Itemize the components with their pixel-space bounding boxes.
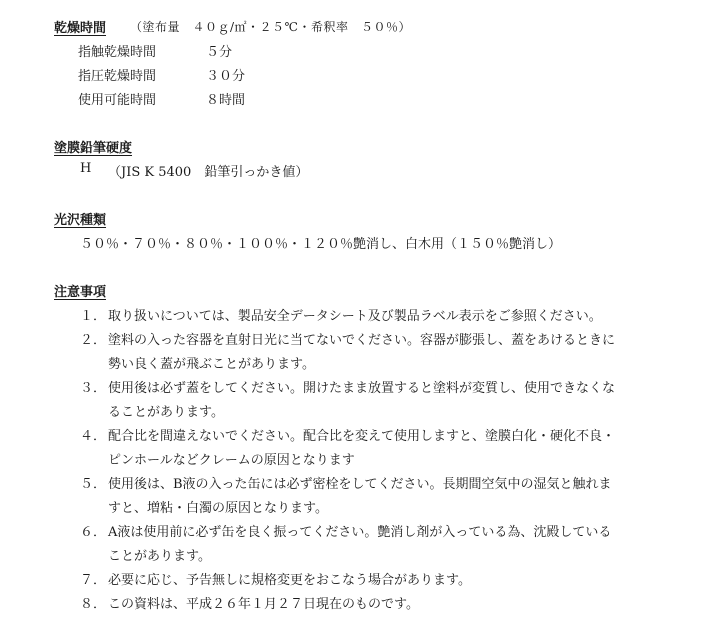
- caution-text-line: ことがあります。: [108, 549, 211, 564]
- cautions-heading: 注意事項: [54, 285, 107, 300]
- caution-number: ４．: [80, 429, 107, 444]
- caution-text-line: ピンホールなどクレームの原因となります: [108, 453, 355, 468]
- pencil-hardness-heading: 塗膜鉛筆硬度: [54, 141, 133, 156]
- caution-number: ３．: [80, 381, 107, 396]
- hardness-value: H: [80, 161, 92, 176]
- drying-row: [78, 89, 245, 108]
- drying-conditions-note: （塗布量 ４０ｇ/㎡・２５℃・希釈率 ５０％）: [130, 20, 411, 34]
- drying-time-heading: 乾燥時間: [54, 21, 107, 36]
- gloss-types-text: ５０％・７０％・８０％・１００％・１２０％艶消し、白木用（１５０％艶消し）: [80, 237, 562, 252]
- caution-number: １．: [80, 309, 107, 324]
- caution-number: ６．: [80, 525, 107, 540]
- caution-number: ２．: [80, 333, 107, 348]
- caution-text-line: ることがあります。: [108, 405, 224, 420]
- drying-row-value: ８時間: [206, 93, 246, 108]
- caution-text-line: 取り扱いについては、製品安全データシート及び製品ラベル表示をご参照ください。: [108, 309, 602, 324]
- caution-number: ８．: [80, 597, 107, 612]
- drying-row-label: 指圧乾燥時間: [78, 69, 157, 84]
- caution-text-line: 勢い良く蓋が飛ぶことがあります。: [108, 357, 315, 372]
- caution-text-line: A液は使用前に必ず缶を良く振ってください。艶消し剤が入っている為、沈殿している: [108, 525, 612, 540]
- caution-text-line: 配合比を間違えないでください。配合比を変えて使用しますと、塗膜白化・硬化不良・: [108, 429, 616, 444]
- hardness-method: （JIS K 5400 鉛筆引っかき値）: [108, 165, 309, 180]
- drying-row: [78, 41, 232, 60]
- caution-text-line: この資料は、平成２６年１月２７日現在のものです。: [108, 597, 419, 612]
- caution-number: ５．: [80, 477, 107, 492]
- drying-row-label: 指触乾燥時間: [78, 45, 157, 60]
- drying-row-label: 使用可能時間: [78, 93, 157, 108]
- caution-number: ７．: [80, 573, 107, 588]
- caution-text-line: 使用後は、B液の入った缶には必ず密栓をしてください。長期間空気中の湿気と触れま: [108, 477, 612, 492]
- drying-row-value: ３０分: [206, 69, 246, 84]
- caution-text-line: 必要に応じ、予告無しに規格変更をおこなう場合があります。: [108, 573, 471, 588]
- caution-text-line: すと、増粘・白濁の原因となります。: [108, 501, 328, 516]
- caution-text-line: 塗料の入った容器を直射日光に当てないでください。容器が膨張し、蓋をあけるときに: [108, 333, 616, 348]
- gloss-types-heading: 光沢種類: [54, 213, 107, 228]
- drying-row-value: ５分: [206, 45, 233, 60]
- caution-text-line: 使用後は必ず蓋をしてください。開けたまま放置すると塗料が変質し、使用できなくな: [108, 381, 616, 396]
- drying-row: [78, 65, 245, 84]
